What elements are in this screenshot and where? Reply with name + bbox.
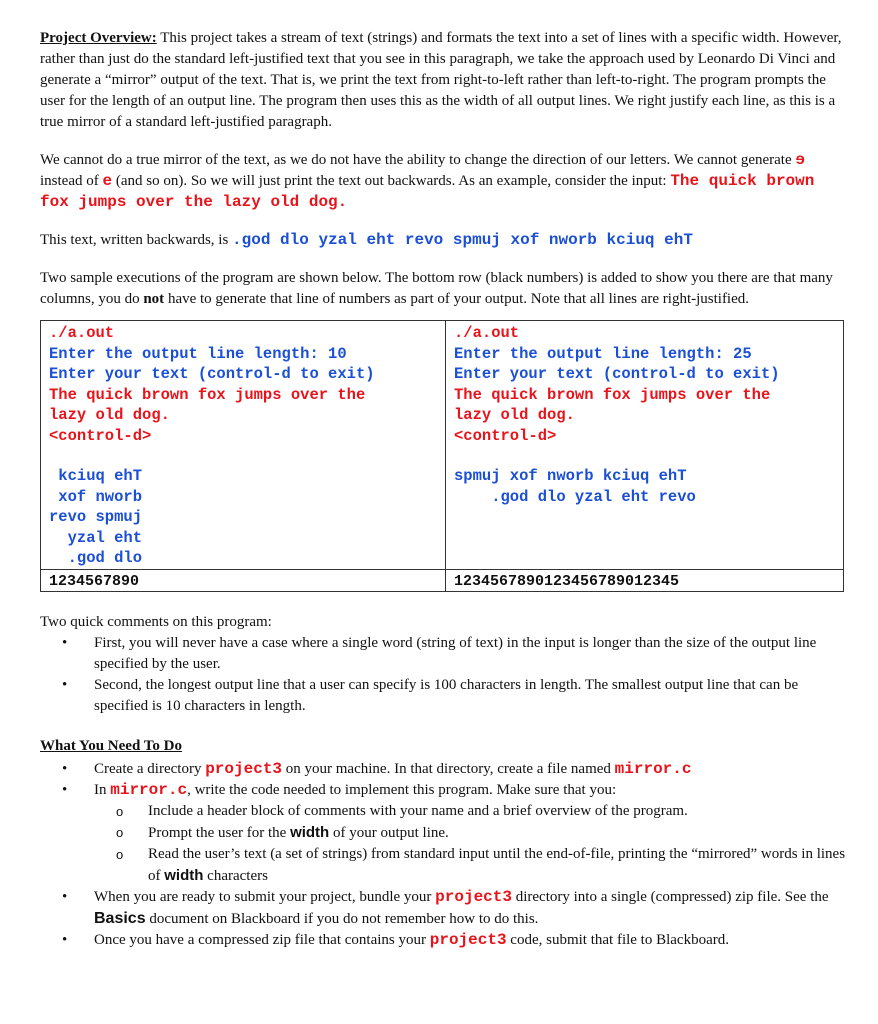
project-dir-name: project3: [429, 930, 507, 949]
example-input: The quick brown fox jumps over the lazy old dog.: [40, 172, 815, 211]
list-item: • First, you will never have a case where a single word (string of text) in the input is longer than the size of the output line specified by the user.: [62, 634, 817, 672]
todo-heading: What You Need To Do: [40, 737, 182, 754]
right-input-block: [454, 323, 837, 446]
list-item: • When you are ready to submit your project, bundle your project3 directory into a single (compressed) zip file. See the Basics document on Blackboard if you do not remember how to do this.: [62, 887, 829, 927]
bullet-icon: •: [62, 760, 68, 777]
left-ruler: 1234567890: [49, 572, 140, 590]
overview-paragraph: Project Overview: This project takes a stream of text (strings) and formats the text into a set of lines with a specific width. However, rather than just do the standard left-justified text that you see in this paragraph, we take the approach used by Leonardo Di Vinci and generate a “mirror” output of the text. That is, we print the text from right-to-left rather than left-to-right. The program prompts the user for the length of an output line. The program then uses this as the width of all output lines. We right justify each line, as this is a true mirror of a standard left-justified paragraph.: [40, 30, 842, 130]
mirrored-e-glyph: ɘ: [795, 151, 805, 169]
circle-bullet-icon: o: [116, 846, 124, 862]
list-item: • Second, the longest output line that a user can specify is 100 characters in length. The smallest output line that can be specified is 10 characters in length.: [62, 676, 799, 714]
bullet-icon: •: [62, 634, 68, 651]
document-page: [40, 28, 848, 951]
input-line: ./a.out: [49, 324, 115, 342]
right-ruler-cell: [446, 569, 844, 591]
comments-intro: Two quick comments on this program:: [40, 613, 272, 630]
list-item: • Once you have a compressed zip file that contains your project3 code, submit that file to Blackboard.: [62, 930, 729, 949]
output-line: .god dlo: [49, 549, 143, 567]
input-line: The quick brown fox jumps over the: [454, 385, 771, 404]
todo-list: [40, 759, 848, 951]
requirements-sublist: [40, 801, 848, 887]
sub-list-item: o Prompt the user for the width of your output line.: [116, 823, 449, 841]
output-line: kciuq ehT: [49, 467, 143, 485]
input-line: lazy old dog.: [49, 406, 170, 424]
left-output-block: [49, 466, 439, 569]
input-line: Enter the output line length: 10: [49, 344, 347, 363]
sub-list-item: o Include a header block of comments with your name and a brief overview of the program.: [40, 801, 848, 822]
circle-bullet-icon: o: [116, 824, 124, 840]
input-line: Enter your text (control-d to exit): [454, 365, 780, 383]
output-line: xof nworb: [49, 487, 143, 506]
right-ruler: 1234567890123456789012345: [454, 572, 680, 590]
list-item: • Create a directory project3 on your machine. In that directory, create a file named mirror.c: [62, 759, 692, 778]
file-name: mirror.c: [110, 780, 188, 799]
output-line: spmuj xof nworb kciuq ehT: [454, 467, 687, 485]
right-output-block: [454, 466, 837, 507]
mirror-paragraph: We cannot do a true mirror of the text, as we do not have the ability to change the direction of our letters. We cannot generate ɘ instead of e (and so on). So we will just print the text out backwards. As an example, consider the input: The quick brown fox jumps over the lazy old dog.: [40, 151, 815, 211]
sample-executions-table: [40, 320, 844, 592]
bullet-icon: •: [62, 931, 68, 948]
input-line: ./a.out: [454, 324, 520, 342]
example-reversed: .god dlo yzal eht revo spmuj xof nworb kciuq ehT: [232, 231, 693, 249]
list-item: • In mirror.c, write the code needed to implement this program. Make sure that you: o Include a header block of comments with your name and a brief overview of the program. o Prompt the user for the width of your output line. o Read the user’s text (a set of strings) from standard input until the end-of-file, printing the “mirrored” words in lines of width characters: [40, 780, 848, 887]
normal-e-glyph: e: [102, 172, 113, 190]
left-ruler-cell: [41, 569, 446, 591]
input-line: lazy old dog.: [454, 406, 575, 424]
output-line: .god dlo yzal eht revo: [454, 487, 696, 506]
input-line: Enter the output line length: 25: [454, 344, 752, 363]
project-dir-name: project3: [435, 887, 512, 906]
output-line: yzal eht: [49, 528, 143, 547]
bullet-icon: •: [62, 676, 68, 693]
reversed-paragraph: This text, written backwards, is .god dlo yzal eht revo spmuj xof nworb kciuq ehT: [40, 231, 693, 249]
input-line: The quick brown fox jumps over the: [49, 385, 366, 404]
comments-list: [40, 633, 848, 717]
project-dir-name: project3: [205, 759, 283, 778]
input-line: Enter your text (control-d to exit): [49, 365, 375, 383]
input-line: <control-d>: [454, 426, 557, 445]
output-line: revo spmuj: [49, 508, 143, 526]
basics-doc-name: Basics: [94, 909, 146, 927]
bullet-icon: •: [62, 888, 68, 905]
bullet-icon: •: [62, 781, 68, 798]
left-sample: [41, 321, 446, 570]
overview-heading: Project Overview:: [40, 30, 157, 46]
sub-list-item: o Read the user’s text (a set of strings) from standard input until the end-of-file, printing the “mirrored” words in lines of width characters: [116, 845, 846, 884]
left-input-block: [49, 323, 439, 446]
input-line: <control-d>: [49, 426, 152, 445]
samples-intro-paragraph: Two sample executions of the program are shown below. The bottom row (black numbers) is added to show you there are that many columns, you do not have to generate that line of numbers as part of your output. Note that all lines are right-justified.: [40, 270, 833, 307]
file-name: mirror.c: [614, 759, 692, 778]
right-sample: [446, 321, 844, 570]
circle-bullet-icon: o: [116, 803, 124, 819]
